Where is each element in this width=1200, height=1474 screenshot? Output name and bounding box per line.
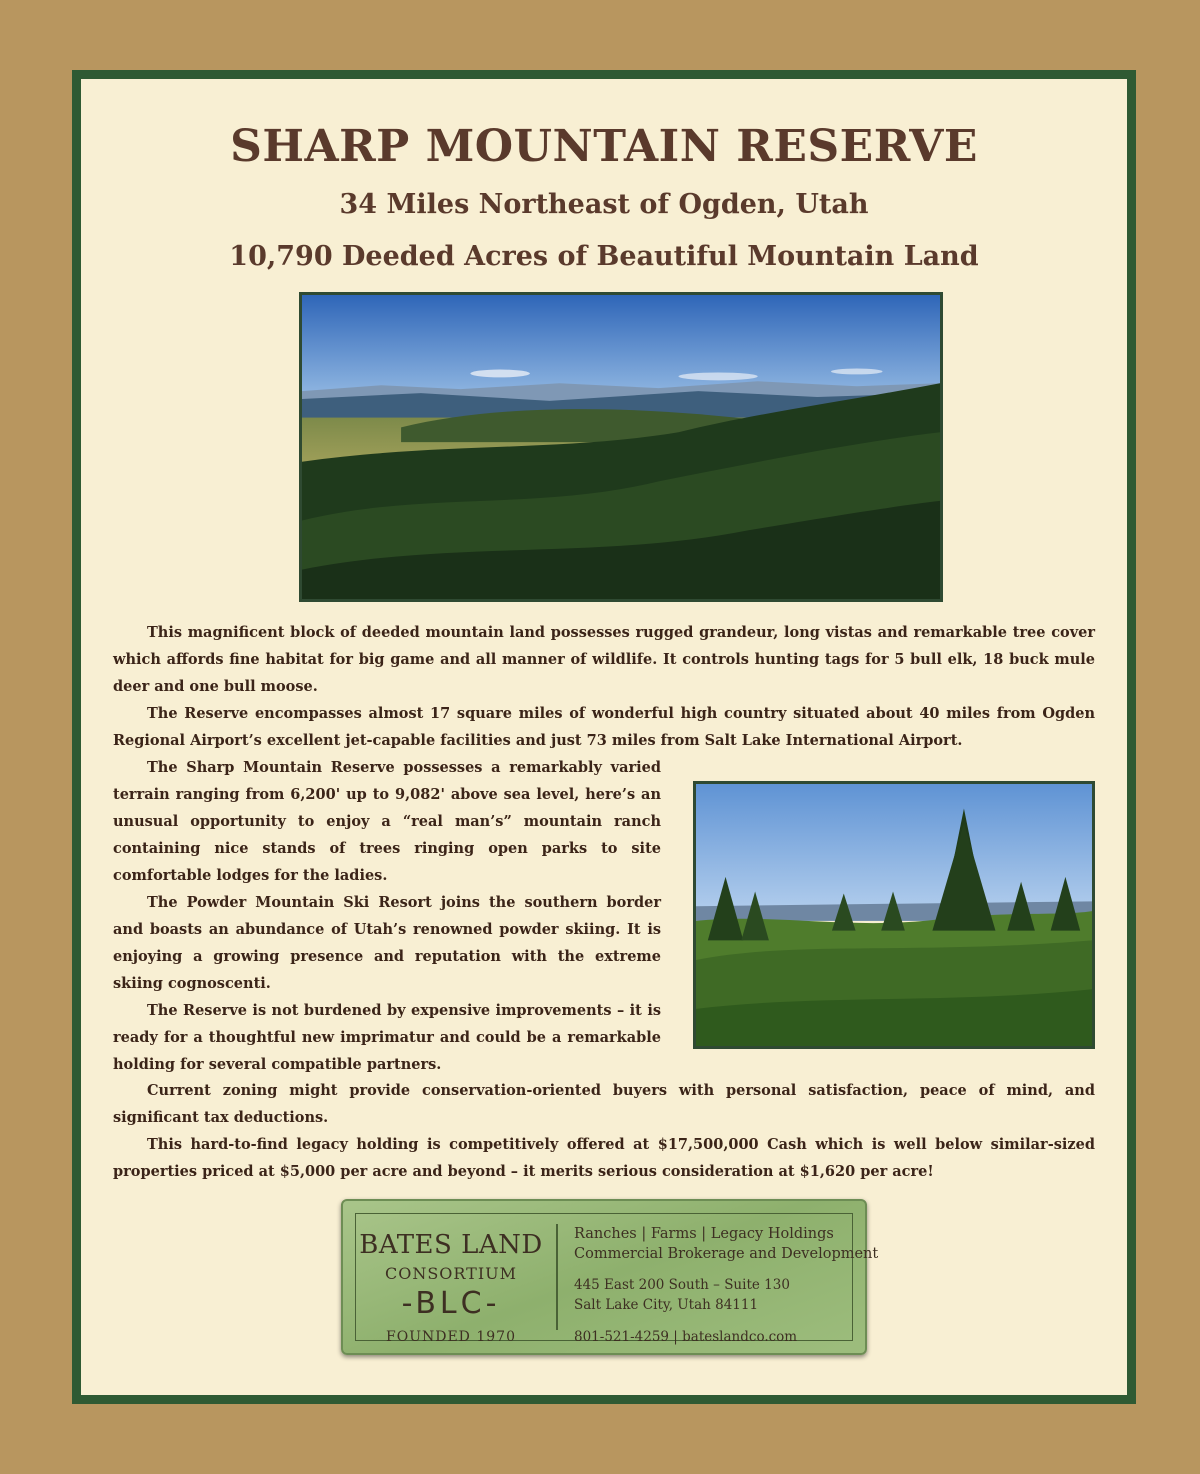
services-line: Ranches | Farms | Legacy Holdings — [574, 1226, 834, 1242]
improvements-paragraph: The Reserve is not burdened by expensive improvements – it is ready for a thoughtful new imprimatur and could be a remarkable holding for several compatible partners. — [113, 1002, 661, 1073]
address-line-2: Salt Lake City, Utah 84111 — [574, 1297, 759, 1313]
logo-brand-block — [356, 1214, 546, 1345]
mountain-vista-photo — [299, 292, 943, 602]
side-paragraphs — [113, 754, 661, 1078]
logo-divider — [556, 1224, 558, 1330]
zoning-paragraph: Current zoning might provide conservation-oriented buyers with personal satisfaction, peace of mind, and significant tax deductions. — [113, 1082, 1095, 1126]
ski-resort-paragraph: The Powder Mountain Ski Resort joins the southern border and boasts an abundance of Utah’s renowned powder skiing. It is enjoying a growing presence and reputation with the extreme skiing cognoscenti. — [113, 894, 661, 992]
contact-line: 801-521-4259 | bateslandco.com — [574, 1329, 798, 1345]
company-name: BATES LAND — [359, 1230, 543, 1260]
price-paragraph: This hard-to-find legacy holding is competitively offered at $17,500,000 Cash which is well below similar-sized properties priced at $5,000 per acre and beyond – it merits serious consideration at $1,620 per acre! — [113, 1136, 1095, 1180]
intro-paragraphs — [113, 619, 1095, 754]
forest-meadow-photo — [693, 781, 1095, 1049]
location-subtitle: 34 Miles Northeast of Ogden, Utah — [339, 189, 869, 220]
bates-land-consortium-logo — [341, 1199, 879, 1355]
founded-year: FOUNDED 1970 — [386, 1329, 516, 1345]
page-title: SHARP MOUNTAIN RESERVE — [230, 121, 978, 172]
terrain-paragraph: The Sharp Mountain Reserve possesses a remarkably varied terrain ranging from 6,200' up to 9,082' above sea level, here’s an unusual opportunity to enjoy a “real man’s” mountain ranch containing nice stands of trees ringing open parks to site comfortable lodges for the ladies. — [113, 759, 661, 884]
intro-paragraph: This magnificent block of deeded mountain land possesses rugged grandeur, long vistas and remarkable tree cover which affords fine habitat for big game and all manner of wildlife. It controls hunting tags for 5 bull elk, 18 buck mule deer and one bull moose. — [113, 624, 1095, 695]
closing-paragraphs — [113, 1077, 1095, 1185]
location-paragraph: The Reserve encompasses almost 17 square miles of wonderful high country situated about 40 miles from Ogden Regional Airport’s excellent jet-capable facilities and just 73 miles from Salt Lake International Airport. — [113, 705, 1095, 749]
acreage-subtitle: 10,790 Deeded Acres of Beautiful Mountain Land — [229, 241, 979, 272]
company-consortium: CONSORTIUM — [384, 1264, 518, 1283]
company-monogram: -BLC- — [401, 1286, 501, 1321]
brokerage-line: Commercial Brokerage and Development — [574, 1246, 879, 1262]
flyer-content — [81, 79, 1127, 1389]
address-line-1: 445 East 200 South – Suite 130 — [574, 1277, 790, 1293]
logo-inner-border — [355, 1213, 879, 1345]
